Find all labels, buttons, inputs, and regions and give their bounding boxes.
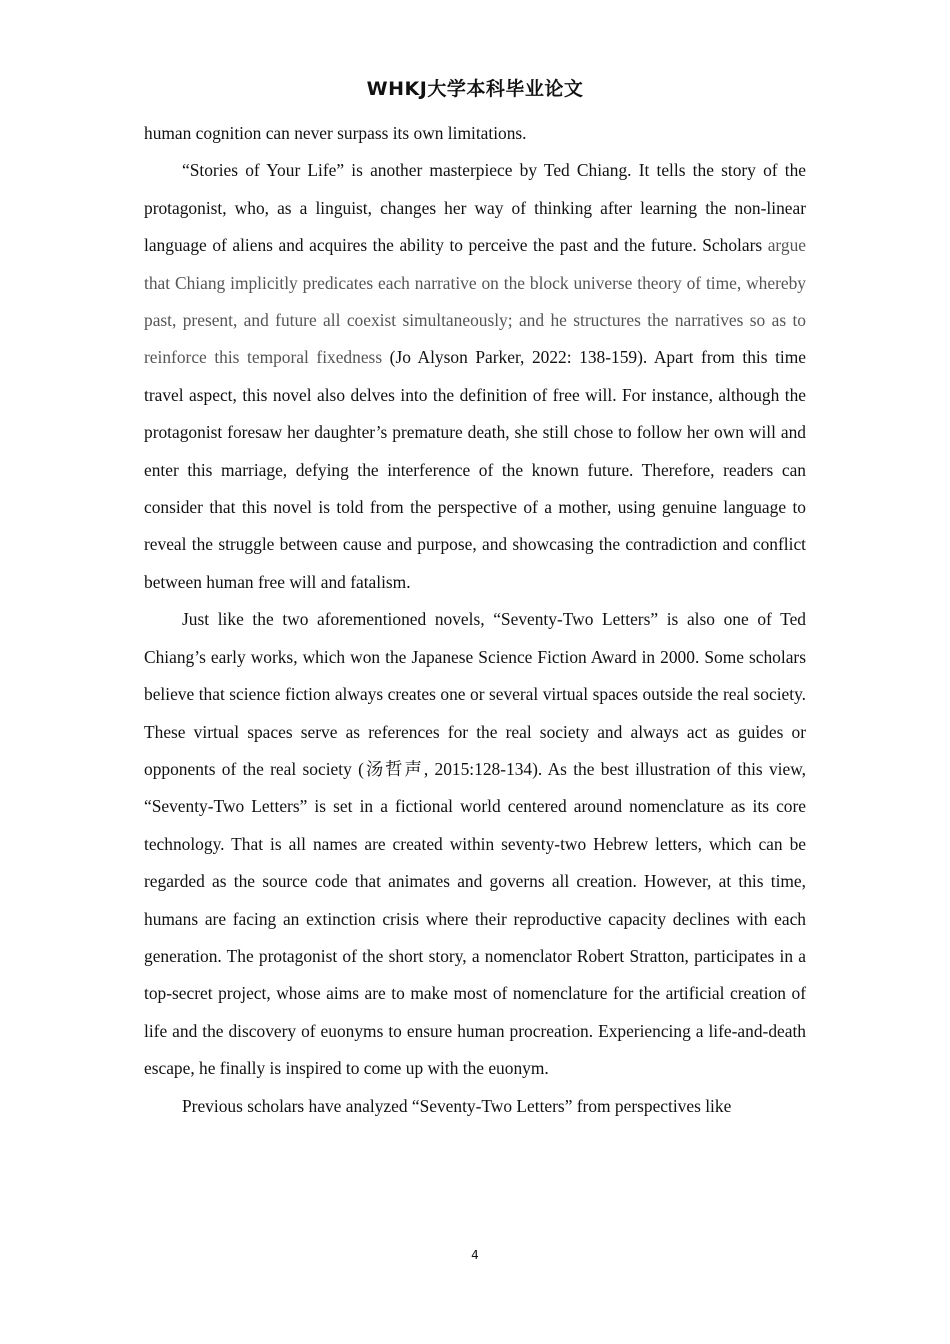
page-number: 4	[471, 1248, 479, 1262]
running-header: WHKJ大学本科毕业论文	[366, 78, 584, 100]
paragraph-2	[144, 152, 806, 601]
paragraph-1: human cognition can never surpass its own limitations.	[144, 123, 527, 143]
paragraph-2-part-1: “Stories of Your Life” is another masterpiece by Ted Chiang. It tells the story of the protagonist, who, as a linguist, changes her way of thinking after learning the non-linear language of aliens and acquires the ability to perceive the past and the future. Scholars	[144, 160, 806, 256]
paragraph-3: Just like the two aforementioned novels, “Seventy-Two Letters” is also one of Ted Chiang’s early works, which won the Japanese Science Fiction Award in 2000. Some scholars believe that science fiction always creates one or several virtual spaces outside the real society. These virtual spaces serve as references for the real society and always act as guides or opponents of the real society (汤哲声, 2015:128-134). As the best illustration of this view, “Seventy-Two Letters” is set in a fictional world centered around nomenclature as its core technology. That is all names are created within seventy-two Hebrew letters, which can be regarded as the source code that animates and governs all creation. However, at this time, humans are facing an extinction crisis where their reproductive capacity declines with each generation. The protagonist of the short story, a nomenclator Robert Stratton, participates in a top-secret project, whose aims are to make most of nomenclature for the artificial creation of life and the discovery of euonyms to ensure human procreation. Experiencing a life-and-death escape, he finally is inspired to come up with the euonym.	[144, 609, 806, 1079]
paragraph-2-part-3: (Jo Alyson Parker, 2022: 138-159). Apart from this time travel aspect, this novel also delves into the definition of free will. For instance, although the protagonist foresaw her daughter’s premature death, she still chose to follow her own will and enter this marriage, defying the interference of the known future. Therefore, readers can consider that this novel is told from the perspective of a mother, using genuine language to reveal the struggle between cause and purpose, and showcasing the contradiction and conflict between human free will and fatalism.	[144, 347, 806, 592]
paragraph-4: Previous scholars have analyzed “Seventy-Two Letters” from perspectives like	[182, 1095, 732, 1116]
body-text	[144, 115, 806, 1125]
paragraph-2-quoted-argument: argue that Chiang implicitly predicates each narrative on the block universe theory of time, whereby past, present, and future all coexist simultaneously; and he structures the narratives so as to reinforce this temporal fixedness	[144, 235, 806, 368]
